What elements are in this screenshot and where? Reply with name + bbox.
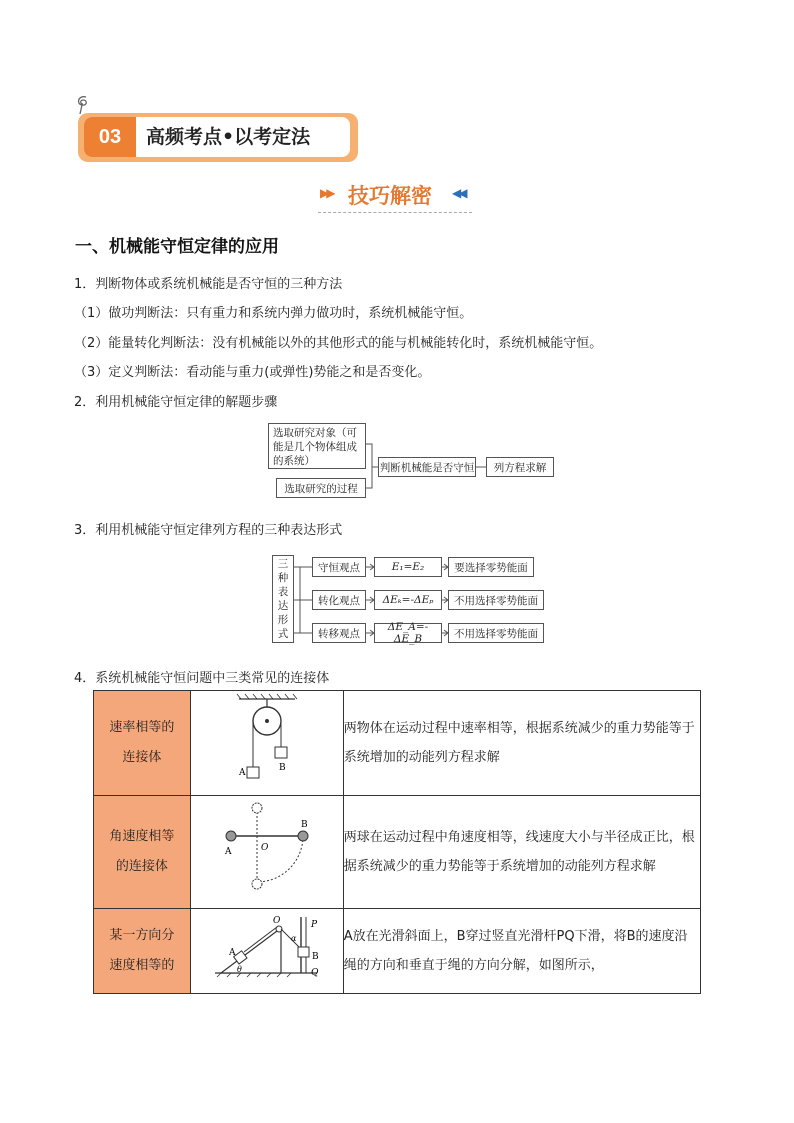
connector-table — [93, 690, 701, 994]
item2-title: 2．利用机械能守恒定律的解题步骤 — [74, 395, 278, 410]
chapter-banner — [78, 113, 358, 162]
flow-box-select-object: 选取研究对象（可能是几个物体组成的系统） — [268, 423, 366, 469]
forms-vertical-label: 三种表达形式 — [272, 555, 294, 643]
svg-text:α: α — [290, 934, 297, 943]
left-arrows-icon: ◀◀ — [452, 186, 465, 200]
svg-text:A: A — [228, 948, 236, 958]
item1-line-2: （2）能量转化判断法：没有机械能以外的其他形式的能与机械能转化时，系统机械能守恒。 — [74, 336, 603, 351]
svg-text:O: O — [260, 843, 269, 853]
row1-description: 两物体在运动过程中速率相等，根据系统减少的重力势能等于系统增加的动能列方程求解 — [343, 691, 700, 796]
svg-text:B: B — [300, 820, 308, 830]
item1-title: 1．判断物体或系统机械能是否守恒的三种方法 — [74, 277, 343, 292]
view-transform: 转化观点 — [312, 590, 366, 610]
svg-text:θ: θ — [236, 965, 242, 974]
note-transfer: 不用选择零势能面 — [448, 623, 544, 643]
item1-line-1: （1）做功判断法：只有重力和系统内弹力做功时，系统机械能守恒。 — [74, 306, 473, 321]
row3-label: 某一方向分速度相等的 — [94, 909, 191, 994]
row1-figure — [190, 691, 343, 796]
row3-figure — [190, 909, 343, 994]
right-arrows-icon: ▶▶ — [320, 186, 333, 200]
pulley-figure — [191, 691, 343, 791]
svg-text:B: B — [311, 952, 319, 962]
item3-title: 3．利用机械能守恒定律列方程的三种表达形式 — [74, 523, 343, 538]
view-conservation: 守恒观点 — [312, 557, 366, 577]
table-row — [94, 796, 701, 909]
note-transform: 不用选择零势能面 — [448, 590, 544, 610]
incline-rod-figure — [191, 909, 343, 989]
formula-transform: ΔEₖ=-ΔEₚ — [374, 590, 442, 610]
chapter-title: 高频考点•以考定法 — [146, 126, 311, 148]
row2-description: 两球在运动过程中角速度相等，线速度大小与半径成正比，根据系统减少的重力势能等于系统增加的动能列方程求解 — [343, 796, 700, 909]
section-title: 技巧解密 — [348, 184, 432, 208]
svg-text:A: A — [238, 768, 246, 778]
item4-title: 4．系统机械能守恒问题中三类常见的连接体 — [74, 671, 330, 686]
heading-1: 一、机械能守恒定律的应用 — [75, 237, 279, 257]
svg-text:P: P — [310, 920, 317, 930]
note-conservation: 要选择零势能面 — [448, 557, 534, 577]
formula-transfer: ΔE_A=-ΔE_B — [374, 623, 442, 643]
flow-box-select-process: 选取研究的过程 — [276, 478, 366, 498]
svg-text:Q: Q — [310, 968, 319, 978]
flow-box-equation: 列方程求解 — [486, 457, 554, 477]
row3-description: A放在光滑斜面上，B穿过竖直光滑杆PQ下滑，将B的速度沿绳的方向和垂直于绳的方向分解，如图所示， — [343, 909, 700, 994]
row2-figure — [190, 796, 343, 909]
svg-text:B: B — [278, 763, 286, 773]
formula-conservation: E₁=E₂ — [374, 557, 442, 577]
item1-line-3: （3）定义判断法：看动能与重力(或弹性)势能之和是否变化。 — [74, 365, 431, 380]
svg-text:O: O — [272, 916, 281, 926]
rotating-rod-figure — [191, 796, 343, 904]
svg-text:A: A — [224, 847, 232, 857]
table-row — [94, 909, 701, 994]
chapter-number: 03 — [84, 117, 136, 157]
view-transfer: 转移观点 — [312, 623, 366, 643]
flow-box-judge: 判断机械能是否守恒 — [378, 457, 476, 477]
row2-label: 角速度相等的连接体 — [94, 796, 191, 909]
row1-label: 速率相等的连接体 — [94, 691, 191, 796]
table-row — [94, 691, 701, 796]
section-title-block — [318, 178, 472, 213]
